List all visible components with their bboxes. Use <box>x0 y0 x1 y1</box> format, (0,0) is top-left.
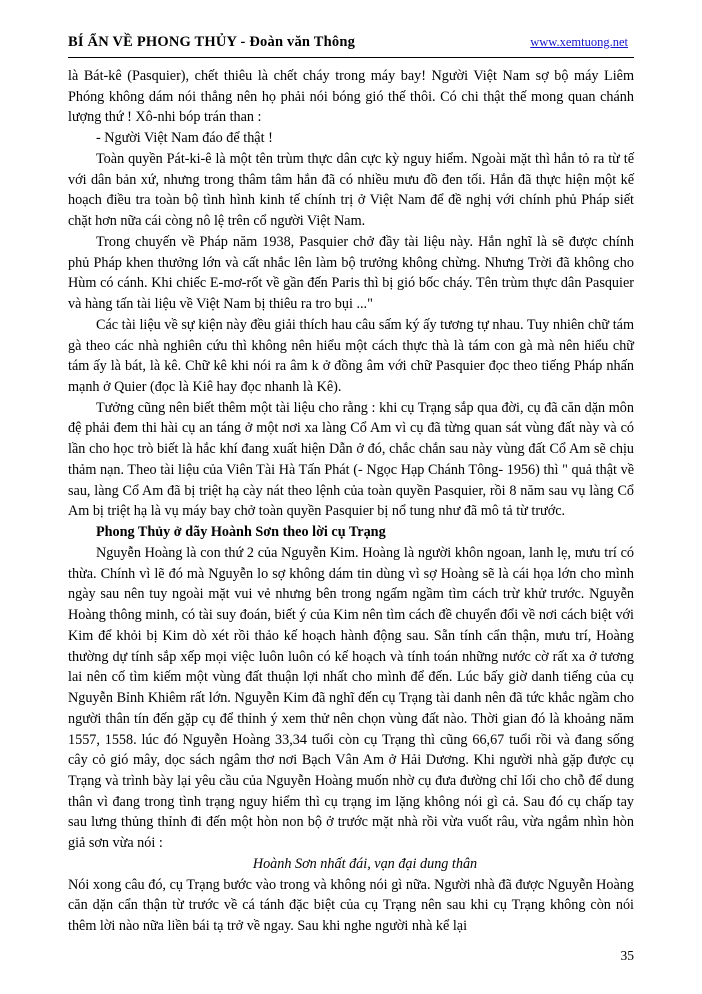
paragraph: Nói xong câu đó, cụ Trạng bước vào trong và không nói gì nữa. Người nhà đã được Nguyễn Hoàng căn dặn cẩn thận từ trước về cá tánh đặc biệt của cụ Trạng nên sau khi cụ Trạng không còn nói thêm lời nào nữa liền bái tạ trở về ngay. Sau khi nghe người nhà kể lại <box>68 876 634 935</box>
paragraph: Các tài liệu về sự kiện này đều giải thích hau câu sấm ký ấy tương tự nhau. Tuy nhiên chữ tám gà theo các nhà nghiên cứu thì không nên hiểu một cách thực thà là tám con gà mà nên hiểu chữ tám ấy là bát, là kê. Chữ kê khi nói ra âm k ở đồng âm với chữ Pasquier đọc theo tiếng Pháp nhấn mạnh ở Quier (đọc là Kiê hay đọc nhanh là Kê). <box>68 316 634 396</box>
paragraph: là Bát-kê (Pasquier), chết thiêu là chết cháy trong máy bay! Người Việt Nam sợ bộ máy Liêm Phóng không dám nói thẳng nên họ phải nói bóng gió thế thôi. Có chi thật thế mong quan chánh lượng thứ ! Xô-nhi bóp trán than : <box>68 68 634 126</box>
header-divider <box>68 57 634 58</box>
paragraph: Toàn quyền Pát-ki-ê là một tên trùm thực dân cực kỳ nguy hiểm. Ngoài mặt thì hắn tỏ ra từ tế với dân bản xứ, nhưng trong thâm tâm hắn đã có nhiều mưu đồ đen tối. Hắn đã thực hiện một kế hoạch điều tra toàn bộ tình hình kinh tế chính trị ở Việt Nam để đề nghị với chính phủ Pháp siết chặt hơn nữa cái còng nô lệ trên cổ người Việt Nam. <box>68 150 634 230</box>
paragraph-dialogue: - Người Việt Nam đáo để thật ! <box>96 130 273 147</box>
page-header <box>68 34 634 57</box>
section-heading: Phong Thủy ở dãy Hoành Sơn theo lời cụ Trạng <box>96 524 386 541</box>
paragraph: Nguyễn Hoàng là con thứ 2 của Nguyễn Kim. Hoàng là người khôn ngoan, lanh lẹ, mưu trí có thừa. Chính vì lẽ đó mà Nguyễn lo sợ không dám tin dùng vì sợ Hoàng sẽ là cái họa lớn cho mình ngày sau nên tuy ngoài mặt vui vẻ nhưng bên trong ngấm ngầm tìm cách trừ khử trước. Nguyễn Hoàng thông minh, có tài suy đoán, biết ý của Kim nên tìm cách đề chuyển đổi về nơi cách biệt với Kim để khỏi bị Kim dò xét rồi thảo kế hoạch hành động sau. Sẵn tính cẩn thận, mưu trí, Hoàng thường dự tính sắp xếp mọi việc luôn luôn có kế hoạch và tính toán những nước cờ rất xa ở tương lai nên cố tìm kiếm một vùng đất thuận lợi nhất cho mình để đến. Lúc bấy giờ danh tiếng của cụ Nguyễn Bỉnh Khiêm rất lớn. Nguyễn Kim đã nghĩ đến cụ Trạng tài danh nên đã tức khắc ngầm cho người thân tín đến gặp cụ để thỉnh ý xem thử nên chọn vùng đất nào. Thời gian đó là khoảng năm 1557, 1558. lúc đó Nguyễn Hoàng 33,34 tuổi còn cụ Trạng thì cũng 66,67 tuổi rồi và đang sống cây cỏ gió mây, dọc sách ngâm thơ nơi Bạch Vân Am ở Hải Dương. Khi người nhà gặp được cụ Trạng và trình bày lại yêu cầu của Nguyễn Hoàng muốn nhờ cụ đưa đường chỉ lối cho chỗ để dung thân vì đang trong tình trạng nguy hiểm thì cụ trạng im lặng không nói gì cả. Sau đó cụ chấp tay sau lưng thủng thỉnh đi đến một hòn non bộ ở trước mặt nhà rồi vừa vuốt râu, vừa ngắm nhìn hòn giả sơn vừa nói : <box>68 544 634 852</box>
page-number: 35 <box>620 948 634 963</box>
verse-line: Hoành Sơn nhất đái, vạn đại dung thân <box>252 855 478 872</box>
book-title: BÍ ẨN VỀ PHONG THỦY - Đoàn văn Thông <box>68 34 356 50</box>
paragraph: Trong chuyến về Pháp năm 1938, Pasquier chở đầy tài liệu này. Hắn nghĩ là sẽ được chính phủ Pháp khen thưởng lớn và cất nhắc lên làm bộ trưởng không chừng. Nhưng Trời đã không cho Hùm có cánh. Khi chiếc E-mơ-rốt về gần đến Paris thì bị gió bốc cháy. Tên trùm thực dân Pasquier và hàng tấn tài liệu về Việt Nam bị thiêu ra tro bụi ..." <box>68 233 634 313</box>
page-content <box>68 66 634 937</box>
website-link[interactable]: www.xemtuong.net <box>530 35 628 49</box>
paragraph: Tưởng cũng nên biết thêm một tài liệu cho rằng : khi cụ Trạng sắp qua đời, cụ đã căn dặn môn đệ phải đem thi hài cụ an táng ở một nơi xa làng Cổ Am vì cụ đã từng quan sát vùng đất này và có lần cho học trò biết là hắc khí đang xuất hiện Dẫn ở đó, chắc chắn sau này vùng đất Cổ Am sẽ chịu thảm nạn. Theo tài liệu của Viên Tài Hà Tấn Phát (- Ngọc Hạp Chánh Tông- 1956) thì " quả thật về sau, làng Cổ Am đã bị triệt hạ cày nát theo lệnh của toàn quyền Pasquier, rồi 8 năm sau vụ làng Cổ Am bị triệt hạ là vụ máy bay chở toàn quyền Pasquier bị nổ tung như đã mô tả từ trước. <box>68 399 634 520</box>
